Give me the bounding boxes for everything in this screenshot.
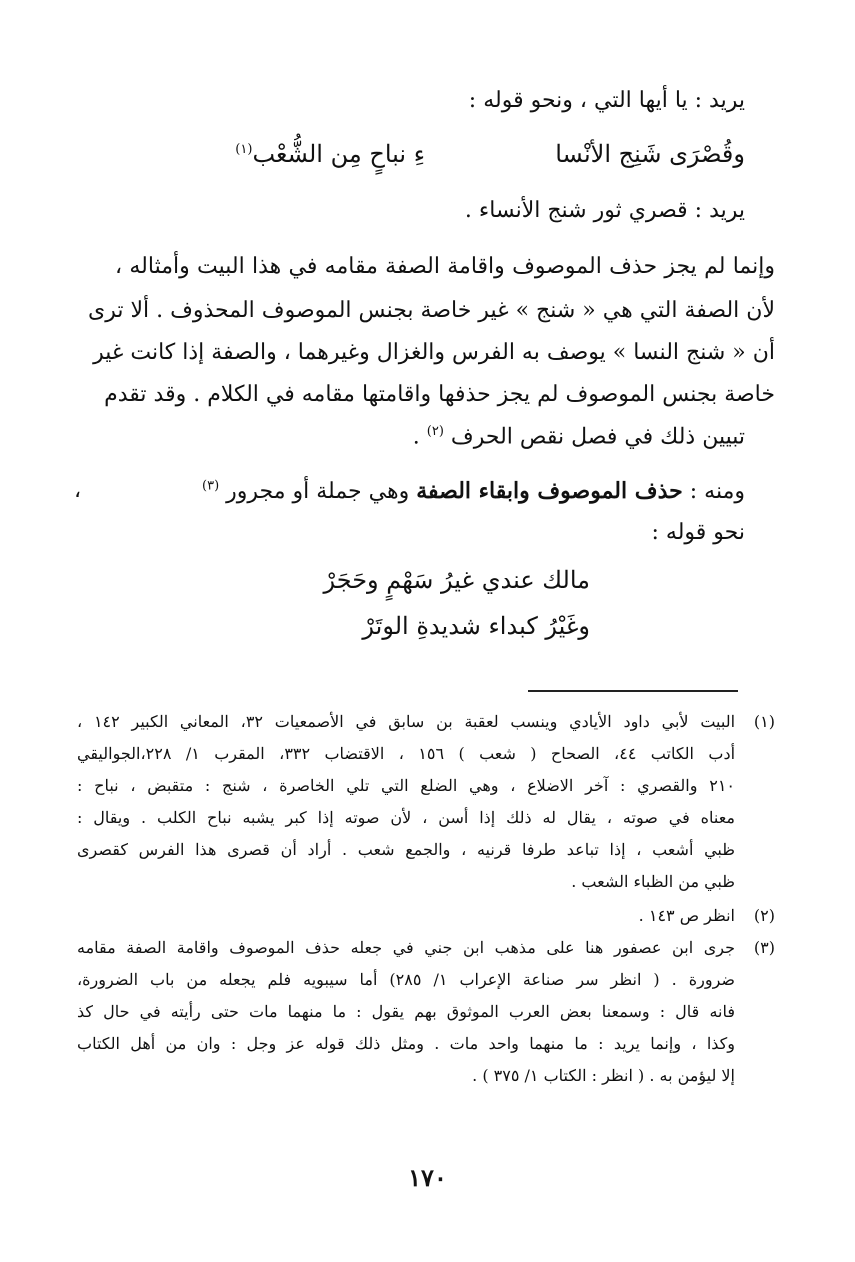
footnote-3-line-2: ضرورة . ( انظر سر صناعة الإعراب ١/ ٢٨٥) أما سيبويه فلم يجعله من باب الضرورة، (77, 970, 735, 989)
verse-2-line-1: مالك عندي غيرُ سَهْمٍ وحَجَرْ (323, 566, 590, 594)
footnote-1-line-5: ظبي أشعب ، إذا تباعد طرفا قرنيه ، والجمع شعب . أراد أن قصرى هذا الفرس كقصرى (77, 840, 735, 859)
paragraph-line-5-text: تبيين ذلك في فصل نقص الحرف (450, 424, 745, 450)
section-bold-title: حذف الموصوف وابقاء الصفة (416, 478, 683, 504)
footnote-3-number: (٣) (753, 938, 775, 957)
footnote-3-line-1: جرى ابن عصفور هنا على مذهب ابن جني في جعله حذف الموصوف واقامة الصفة مقامه (77, 938, 735, 957)
footnote-ref-2: (٢) (426, 424, 444, 439)
footnote-3-line-5: إلا ليؤمن به . ( انظر : الكتاب ١/ ٣٧٥ ) . (472, 1066, 735, 1085)
footnote-3-line-3: فانه قال : وسمعنا بعض العرب الموثوق بهم يقول : ما منهما مات حتى رأيته في حال كذ (77, 1002, 735, 1021)
footnote-1-number: (١) (753, 712, 775, 731)
paragraph-line-1: وإنما لم يجز حذف الموصوف واقامة الصفة مقامه في هذا البيت وأمثاله ، (115, 254, 775, 279)
section-suffix: وهي جملة أو مجرور (226, 479, 410, 504)
verse-1-left-text: ءِ نباحٍ مِن الشُّعْب (252, 140, 425, 168)
section-prefix: ومنه : (689, 479, 745, 504)
footnote-ref-1: (١) (235, 142, 253, 157)
paragraph-line-3: أن « شنج النسا » يوصف به الفرس والغزال وغيرهما ، والصفة إذا كانت غير (93, 340, 775, 365)
footnote-1-line-6: ظبي من الظباء الشعب . (571, 872, 735, 891)
footnote-3-line-4: وكذا ، وإنما يريد : ما منهما واحد مات . ومثل ذلك قوله عز وجل : وان من أهل الكتاب (77, 1034, 735, 1053)
paragraph-line-5 (413, 424, 745, 449)
verse-2-line-2: وغَيْرُ كبداء شديدةِ الوتَرْ (362, 612, 590, 640)
page-number: ١٧٠ (408, 1163, 447, 1192)
footnote-2-number: (٢) (753, 906, 775, 925)
section-heading-line (202, 478, 745, 504)
footnote-ref-3: (٣) (202, 478, 220, 494)
body-line-3: نحو قوله : (651, 520, 745, 545)
footnote-1-line-3: ٢١٠ والقصري : آخر الاضلاع ، وهي الضلع التي تلي الخاصرة ، شنج : متقبض ، نباح : (77, 776, 735, 795)
footnote-1-line-4: معناه في صوته ، يقال له ذلك إذا أسن ، لأن صوته إذا كبر يشبه نباح الكلب . ويقال : (77, 808, 736, 827)
verse-1-left-hemistich (235, 140, 425, 168)
paragraph-end-dot: . (412, 424, 420, 450)
body-line-2: يريد : قصري ثور شنج الأنساء . (464, 198, 745, 223)
footnote-separator (528, 690, 738, 692)
verse-1-right-hemistich: وقُصْرَى شَنِج الأنْسا (555, 140, 745, 168)
paragraph-line-2: لأن الصفة التي هي « شنج » غير خاصة بجنس الموصوف المحذوف . ألا ترى (87, 298, 775, 323)
footnote-1-line-1: البيت لأبي داود الأيادي وينسب لعقبة بن سابق في الأصمعيات ٣٢، المعاني الكبير ١٤٢ ، (77, 712, 736, 731)
body-line-1: يريد : يا أيها التي ، ونحو قوله : (468, 88, 745, 113)
footnote-2-line-1: انظر ص ١٤٣ . (638, 906, 735, 925)
paragraph-line-4: خاصة بجنس الموصوف لم يجز حذفها واقامتها مقامه في الكلام . وقد تقدم (104, 382, 775, 407)
section-comma: ، (74, 478, 82, 503)
footnote-1-line-2: أدب الكاتب ٤٤، الصحاح ( شعب ) ١٥٦ ، الاقتضاب ٣٣٢، المقرب ١/ ٢٢٨،الجواليقي (77, 744, 736, 763)
